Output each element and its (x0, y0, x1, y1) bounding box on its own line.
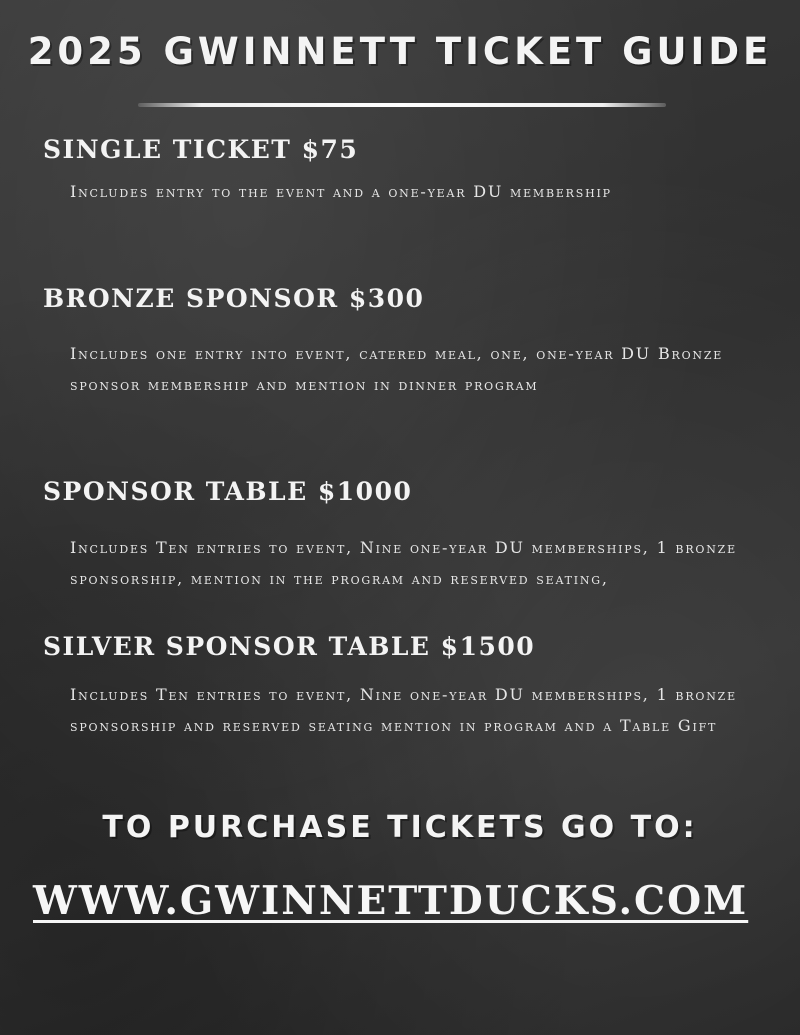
tier-description-silver-sponsor-table: Includes Ten entries to event, Nine one-year DU memberships, 1 bronze sponsorship and reserved seating mention in program and a Table Gift (70, 685, 737, 735)
tier-description-bronze-sponsor: Includes one entry into event, catered meal, one, one-year DU Bronze sponsor membership and mention in dinner program (70, 344, 724, 394)
tier-description-sponsor-table: Includes Ten entries to event, Nine one-year DU memberships, 1 bronze sponsorship, mention in the program and reserved seating, (70, 538, 737, 588)
tier-heading-single-ticket: SINGLE TICKET $75 (43, 135, 359, 164)
tier-heading-bronze-sponsor: BRONZE SPONSOR $300 (43, 284, 425, 313)
tier-heading-sponsor-table: SPONSOR TABLE $1000 (43, 477, 413, 506)
chalk-divider (138, 103, 666, 107)
tier-heading-silver-sponsor-table: SILVER SPONSOR TABLE $1500 (43, 632, 536, 661)
purchase-instruction: TO PURCHASE TICKETS GO TO: (102, 810, 698, 845)
tier-description-single-ticket: Includes entry to the event and a one-year DU membership (70, 182, 612, 201)
website-link[interactable]: WWW.GWINNETTDUCKS.COM (33, 878, 749, 924)
page-title: 2025 GWINNETT TICKET GUIDE (27, 30, 773, 73)
